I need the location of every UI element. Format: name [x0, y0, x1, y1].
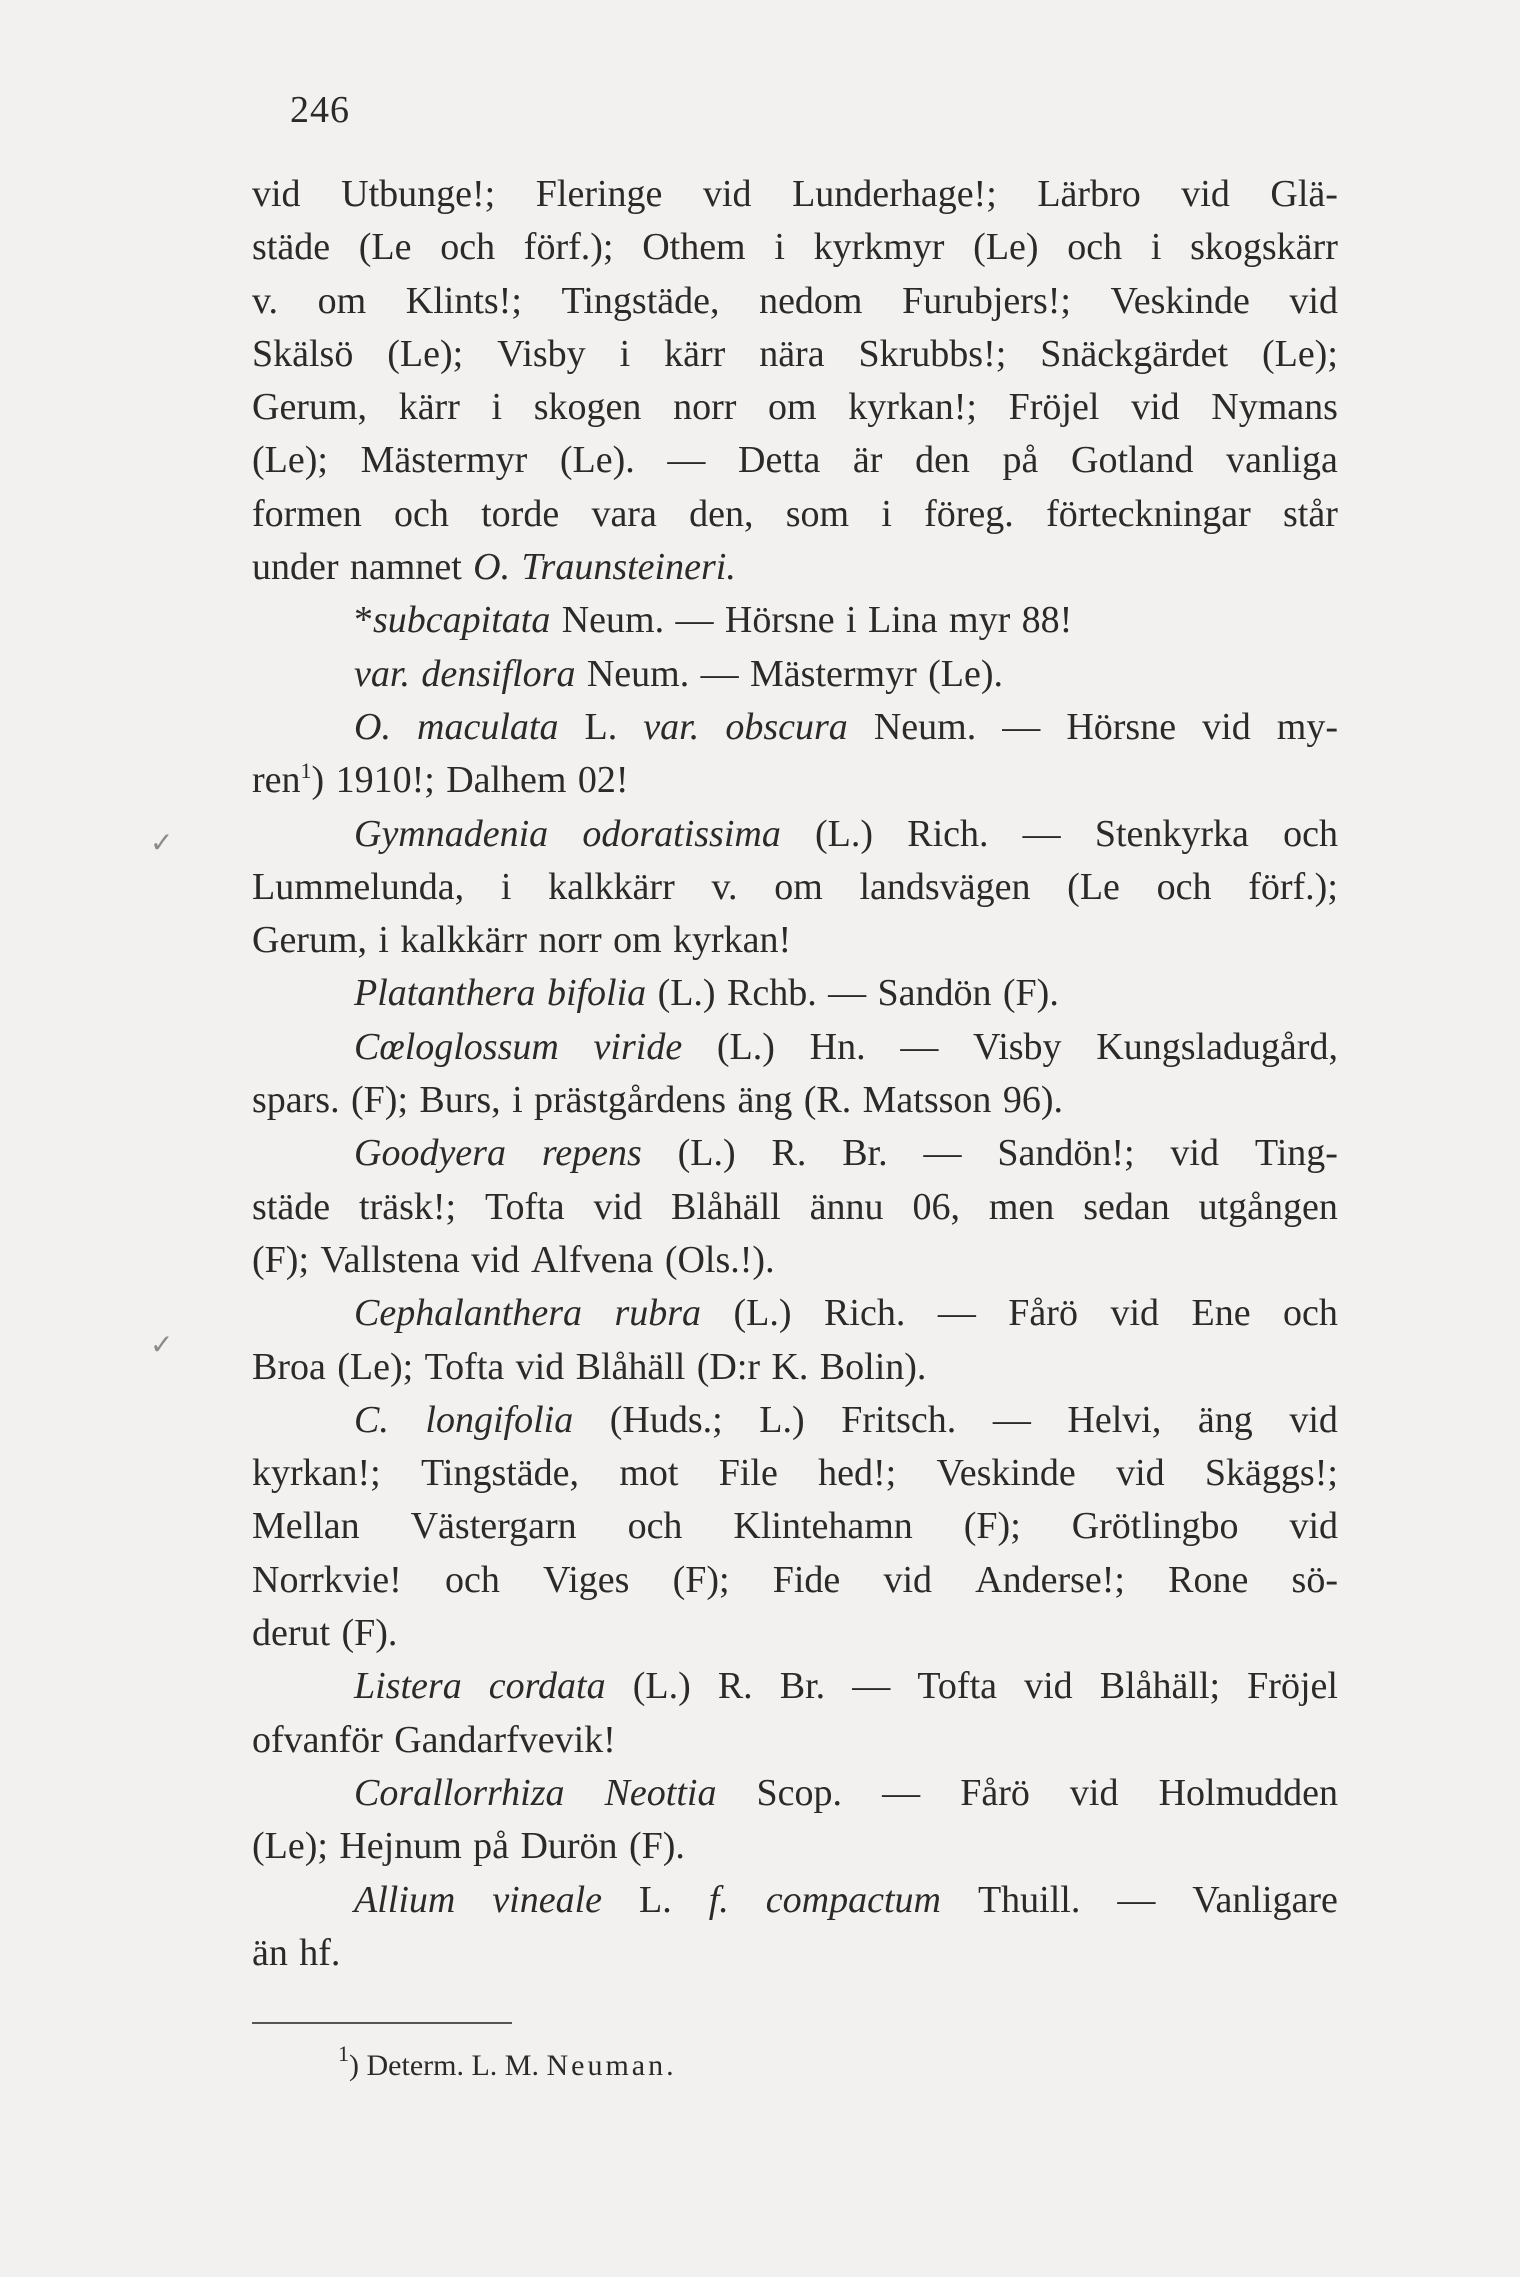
- text-word: Klintehamn: [733, 1505, 913, 1548]
- text-line: [252, 381, 1338, 434]
- text-word: Durön: [520, 1825, 618, 1868]
- text-word: Blåhäll: [575, 1345, 686, 1388]
- text-word: vid: [1024, 1665, 1073, 1708]
- text-word: prästgårdens: [534, 1079, 727, 1122]
- text-word: —: [852, 1665, 891, 1708]
- text-word: L.: [639, 1878, 672, 1921]
- text-word: maculata: [417, 705, 559, 748]
- text-word: Skälsö: [252, 332, 354, 375]
- text-word: K.: [771, 1345, 809, 1388]
- text-word: i: [774, 226, 785, 269]
- text-word: Rchb.: [726, 972, 817, 1015]
- text-line: [252, 1554, 1338, 1607]
- margin-mark: ✓: [150, 826, 174, 859]
- text-word: städe: [252, 226, 331, 269]
- text-line: [252, 1447, 1338, 1500]
- text-word: vid: [1289, 1505, 1338, 1548]
- text-word: äng: [1197, 1398, 1253, 1441]
- text-word: odoratissima: [582, 812, 781, 855]
- text-word: Br.: [779, 1665, 826, 1708]
- text-line: [252, 1394, 1338, 1447]
- text-word: kyrkmyr: [813, 226, 945, 269]
- text-word: Norrkvie!: [252, 1558, 402, 1601]
- text-word: Nymans: [1211, 386, 1338, 429]
- text-word: 88!: [1021, 599, 1073, 642]
- text-word: om: [317, 279, 367, 322]
- text-word: Cœloglossum: [354, 1025, 559, 1068]
- text-line: [252, 221, 1338, 274]
- text-line: [252, 1074, 1338, 1127]
- text-word: —: [1002, 705, 1041, 748]
- text-word: kalkkärr: [548, 865, 675, 908]
- text-word: Rich.: [824, 1292, 906, 1335]
- text-word: Fröjel: [1008, 386, 1100, 429]
- text-word: Bolin).: [819, 1345, 927, 1388]
- text-line: [252, 648, 1338, 701]
- text-word: densiflora: [421, 652, 576, 695]
- text-word: om: [774, 865, 823, 908]
- text-word: longifolia: [425, 1398, 574, 1441]
- text-word: L.: [584, 705, 618, 748]
- text-line: [252, 328, 1338, 381]
- footnote-name: Neuman.: [546, 2049, 677, 2082]
- text-word: i: [378, 919, 389, 962]
- text-word: rubra: [614, 1292, 702, 1335]
- text-word: —: [667, 439, 706, 482]
- text-word: Detta: [738, 439, 821, 482]
- text-word: städe: [252, 1185, 331, 1228]
- text-word: derut: [252, 1612, 331, 1655]
- text-word: vid: [252, 173, 301, 215]
- text-word: Fröjel: [1247, 1665, 1338, 1708]
- text-word: myr: [949, 599, 1011, 642]
- text-word: hed!;: [818, 1452, 897, 1495]
- text-line: [252, 1660, 1338, 1713]
- footnote-rule: [252, 2022, 512, 2024]
- text-word: Anderse!;: [975, 1558, 1125, 1601]
- text-word: Thuill.: [977, 1878, 1081, 1921]
- text-word: R.: [717, 1665, 753, 1708]
- text-word: cordata: [488, 1665, 606, 1708]
- text-line: [252, 967, 1338, 1020]
- text-word: Allium: [354, 1878, 456, 1921]
- text-word: Scop.: [756, 1771, 843, 1814]
- text-line: [252, 1234, 1338, 1287]
- text-word: nedom: [759, 279, 863, 322]
- text-word: och: [1067, 226, 1123, 269]
- text-word: vid: [515, 1345, 565, 1388]
- page-number: 246: [290, 89, 350, 131]
- text-word: (R.: [803, 1079, 852, 1122]
- text-word: Veskinde: [936, 1452, 1076, 1495]
- text-word: sö-: [1291, 1558, 1338, 1601]
- text-word: (F);: [672, 1558, 730, 1601]
- text-word: kyrkan!;: [848, 386, 977, 429]
- text-word: mot: [619, 1452, 679, 1495]
- text-word: och: [1283, 1292, 1338, 1335]
- body-text: [252, 168, 1338, 1980]
- text-word: förteckningar: [1046, 492, 1251, 535]
- text-word: kalkkärr: [400, 919, 527, 962]
- text-word: Neum.: [561, 599, 665, 642]
- text-line: [252, 1287, 1338, 1340]
- text-word: —: [1022, 812, 1061, 855]
- text-word: i: [512, 1079, 523, 1122]
- text-word: landsvägen: [859, 865, 1031, 908]
- text-word: och: [440, 226, 496, 269]
- text-word: Kungsladugård,: [1096, 1025, 1338, 1068]
- text-word: —: [675, 599, 714, 642]
- text-word: vid: [1116, 1452, 1165, 1495]
- text-word: —: [882, 1771, 921, 1814]
- text-word: 02!: [577, 759, 629, 802]
- text-word: Burs,: [419, 1079, 501, 1122]
- text-word: i: [1150, 226, 1162, 269]
- text-word: Grötlingbo: [1071, 1505, 1239, 1548]
- text-word: viride: [593, 1025, 683, 1068]
- text-word: Fårö: [1008, 1292, 1078, 1335]
- text-word: (Le).: [928, 652, 1004, 695]
- text-word: Gymnadenia: [354, 812, 549, 855]
- text-line: [252, 1714, 1338, 1767]
- text-word: Visby: [497, 332, 586, 375]
- text-word: Rich.: [907, 812, 989, 855]
- text-line: [252, 168, 1338, 221]
- text-word: Gotland: [1071, 439, 1194, 482]
- text-word: i: [846, 599, 857, 642]
- text-word: Gerum,: [252, 386, 368, 429]
- text-word: Mellan: [252, 1505, 360, 1548]
- text-word: äng: [737, 1079, 793, 1122]
- text-word: (D:r: [696, 1345, 761, 1388]
- text-word: Västergarn: [410, 1505, 577, 1548]
- text-line: [252, 275, 1338, 328]
- text-word: (F).: [1002, 972, 1059, 1015]
- text-line: [252, 1341, 1338, 1394]
- text-word: (L.): [716, 1025, 775, 1068]
- text-word: Tofta: [917, 1665, 998, 1708]
- text-word: Br.: [842, 1132, 888, 1175]
- text-word: ofvanför: [252, 1718, 383, 1761]
- text-word: —: [828, 972, 867, 1015]
- text-word: och: [1156, 865, 1212, 908]
- text-word: repens: [541, 1132, 642, 1175]
- text-line: [252, 1500, 1338, 1553]
- text-word: (F).: [341, 1612, 398, 1655]
- text-word: (Le: [358, 226, 412, 269]
- text-line: [252, 914, 1338, 967]
- text-word: Utbunge!;: [341, 173, 496, 215]
- text-word: Hn.: [809, 1025, 866, 1068]
- margin-mark: ✓: [150, 1328, 174, 1361]
- text-word: Dalhem: [446, 759, 567, 802]
- text-word: kyrkan!: [673, 919, 792, 962]
- text-word: vanliga: [1226, 439, 1338, 482]
- text-word: Lunderhage!;: [792, 173, 997, 215]
- text-word: Helvi,: [1067, 1398, 1162, 1441]
- text-word: v.: [252, 279, 279, 322]
- text-word: (F);: [252, 1238, 309, 1281]
- text-word: —: [923, 1132, 962, 1175]
- text-word: står: [1283, 492, 1338, 535]
- text-word: —: [937, 1292, 976, 1335]
- text-line: [252, 434, 1338, 487]
- text-word: Platanthera: [354, 972, 536, 1015]
- text-word: Hörsne: [724, 599, 835, 642]
- text-word: Blåhäll;: [1099, 1665, 1221, 1708]
- text-word: vid: [1110, 1292, 1159, 1335]
- text-word: compactum: [765, 1878, 941, 1921]
- text-word: vid: [1202, 705, 1251, 748]
- text-word: träsk!;: [358, 1185, 457, 1228]
- text-word: Othem: [642, 226, 746, 269]
- text-word: kärr: [398, 386, 460, 429]
- text-word: och: [445, 1558, 500, 1601]
- text-word: vid: [1289, 1398, 1338, 1441]
- text-word: om: [768, 386, 817, 429]
- text-word: vid: [1170, 1132, 1219, 1175]
- text-line: [252, 488, 1338, 541]
- text-word: Ene: [1191, 1292, 1251, 1335]
- text-word: på: [1002, 439, 1039, 482]
- text-word: —: [900, 1025, 939, 1068]
- text-word: (F).: [628, 1825, 685, 1868]
- text-word: Listera: [354, 1665, 462, 1708]
- text-word: förf.);: [1248, 865, 1338, 908]
- text-word: skogen: [533, 386, 642, 429]
- text-word: Fide: [772, 1558, 841, 1601]
- text-word: Fårö: [960, 1771, 1030, 1814]
- text-word: my-: [1276, 705, 1338, 748]
- text-word: Neum.: [586, 652, 690, 695]
- text-word: norr: [673, 386, 737, 429]
- text-word: Klints!;: [405, 279, 522, 322]
- text-word: Mästermyr: [750, 652, 917, 695]
- text-word: än: [252, 1931, 288, 1974]
- text-word: vid: [593, 1185, 643, 1228]
- text-word: Hörsne: [1066, 705, 1177, 748]
- text-word: på: [473, 1825, 510, 1868]
- text-word: i: [500, 865, 512, 908]
- text-word: Corallorrhiza: [354, 1771, 565, 1814]
- text-word: f.: [708, 1878, 729, 1921]
- text-line: [252, 1820, 1338, 1873]
- text-word: formen: [252, 492, 362, 535]
- text-line: [252, 754, 1338, 807]
- text-line: [252, 1021, 1338, 1074]
- text-word: Tingstäde,: [421, 1452, 580, 1495]
- text-word: norr: [538, 919, 602, 962]
- text-word: —: [700, 652, 739, 695]
- text-word: Hejnum: [339, 1825, 462, 1868]
- text-word: Neum.: [873, 705, 977, 748]
- text-word: O.: [473, 546, 511, 589]
- text-word: Blåhäll: [670, 1185, 781, 1228]
- text-word: spars.: [252, 1079, 340, 1122]
- text-word: Vallstena: [320, 1238, 460, 1281]
- text-line: [252, 1767, 1338, 1820]
- text-word: Gerum,: [252, 919, 368, 962]
- text-word: Snäckgärdet: [1040, 332, 1229, 375]
- text-word: (Le);: [337, 1345, 414, 1388]
- text-word: som: [785, 492, 850, 535]
- text-word: 06,: [912, 1185, 960, 1228]
- text-word: den,: [689, 492, 754, 535]
- text-word: kärr: [664, 332, 726, 375]
- text-line: [252, 594, 1338, 647]
- text-word: vid: [702, 173, 752, 215]
- text-word: vid: [883, 1558, 932, 1601]
- footnote-paren: ): [349, 2049, 359, 2082]
- text-word: ren$^1$): [252, 758, 325, 802]
- text-word: (Huds.;: [609, 1398, 723, 1441]
- text-word: (Le);: [387, 332, 464, 375]
- text-word: Furubjers!;: [902, 279, 1071, 322]
- text-word: Alfvena: [531, 1238, 654, 1281]
- text-word: (L.): [733, 1292, 792, 1335]
- text-word: O.: [354, 705, 391, 748]
- text-word: Broa: [252, 1345, 326, 1388]
- text-word: Gandarfvevik!: [394, 1718, 616, 1761]
- text-word: Fleringe: [535, 173, 663, 215]
- text-word: om: [613, 919, 662, 962]
- footnote-marker: 1: [338, 2041, 349, 2066]
- text-line: [252, 1607, 1338, 1660]
- text-word: (F);: [351, 1079, 408, 1122]
- text-word: Cephalanthera: [354, 1292, 582, 1335]
- text-word: (Le);: [1261, 332, 1338, 375]
- text-word: (L.): [815, 812, 874, 855]
- footnote-text: Determ. L. M.: [366, 2049, 539, 2082]
- text-word: förf.);: [523, 226, 614, 269]
- footnote: [338, 2041, 677, 2084]
- text-word: 96).: [1002, 1079, 1063, 1122]
- text-word: hf.: [299, 1931, 341, 1974]
- text-word: File: [718, 1452, 778, 1495]
- text-word: Skrubbs!;: [858, 332, 1007, 375]
- text-word: vid: [1181, 173, 1230, 215]
- text-word: Holmudden: [1158, 1771, 1338, 1814]
- text-word: (L.): [657, 972, 716, 1015]
- text-word: skogskärr: [1190, 226, 1338, 269]
- text-word: är: [852, 439, 883, 482]
- text-word: vara: [591, 492, 657, 535]
- text-word: i: [881, 492, 892, 535]
- text-word: (Le);: [252, 439, 328, 482]
- text-word: vid: [1069, 1771, 1119, 1814]
- text-line: [252, 1927, 1338, 1980]
- text-word: Vanligare: [1192, 1878, 1338, 1921]
- text-word: (Le);: [252, 1825, 328, 1868]
- text-word: namnet: [349, 546, 462, 589]
- text-word: Tingstäde,: [561, 279, 720, 322]
- text-line: [252, 1127, 1338, 1180]
- text-word: *subcapitata: [354, 599, 551, 642]
- text-word: Matsson: [862, 1079, 992, 1122]
- text-word: 1910!;: [335, 759, 435, 802]
- text-word: (Ols.!).: [664, 1238, 775, 1281]
- text-word: Visby: [973, 1025, 1062, 1068]
- text-word: Lummelunda,: [252, 865, 465, 908]
- text-word: Skäggs!;: [1204, 1452, 1338, 1495]
- text-word: men: [988, 1185, 1055, 1228]
- text-line: [252, 808, 1338, 861]
- text-word: vid: [1131, 386, 1180, 429]
- text-word: föreg.: [924, 492, 1014, 535]
- text-word: torde: [481, 492, 560, 535]
- text-word: Tofta: [424, 1345, 505, 1388]
- text-word: (F);: [963, 1505, 1021, 1548]
- text-word: Traunsteineri.: [521, 546, 736, 589]
- text-word: (Le).: [559, 439, 635, 482]
- text-word: Sandön!;: [997, 1132, 1135, 1175]
- text-line: [252, 541, 1338, 594]
- text-word: Tofta: [484, 1185, 565, 1228]
- text-word: utgången: [1198, 1185, 1338, 1228]
- text-word: L.): [759, 1398, 805, 1441]
- text-word: Ting-: [1254, 1132, 1338, 1175]
- text-word: var.: [354, 652, 410, 695]
- text-word: Stenkyrka: [1094, 812, 1249, 855]
- text-word: Fritsch.: [841, 1398, 957, 1441]
- text-word: i: [491, 386, 503, 429]
- text-word: och: [1283, 812, 1338, 855]
- text-word: —: [992, 1398, 1031, 1441]
- text-word: Rone: [1168, 1558, 1249, 1601]
- text-word: Sandön: [877, 972, 992, 1015]
- text-word: och: [393, 492, 449, 535]
- text-word: var.: [643, 705, 700, 748]
- text-word: (L.): [677, 1132, 736, 1175]
- text-word: Mästermyr: [360, 439, 528, 482]
- text-line: [252, 1874, 1338, 1927]
- text-word: Lärbro: [1037, 173, 1141, 215]
- text-word: (L.): [632, 1665, 691, 1708]
- text-word: C.: [354, 1398, 389, 1441]
- text-word: obscura: [725, 705, 848, 748]
- text-word: (Le): [973, 226, 1039, 269]
- text-word: den: [915, 439, 970, 482]
- text-word: Neottia: [604, 1771, 717, 1814]
- text-word: sedan: [1083, 1185, 1170, 1228]
- text-word: vid: [1289, 279, 1338, 322]
- text-word: Lina: [867, 599, 938, 642]
- text-word: Glä-: [1270, 173, 1338, 215]
- text-word: v.: [711, 865, 738, 908]
- text-word: Viges: [543, 1558, 630, 1601]
- text-word: —: [1117, 1878, 1156, 1921]
- text-word: kyrkan!;: [252, 1452, 381, 1495]
- text-line: [252, 1181, 1338, 1234]
- text-word: och: [627, 1505, 683, 1548]
- text-word: vid: [471, 1238, 520, 1281]
- text-word: vineale: [492, 1878, 603, 1921]
- text-word: (Le: [1067, 865, 1120, 908]
- text-word: Goodyera: [354, 1132, 506, 1175]
- text-line: [252, 861, 1338, 914]
- text-word: Veskinde: [1110, 279, 1250, 322]
- text-word: i: [619, 332, 631, 375]
- text-word: bifolia: [546, 972, 647, 1015]
- text-word: R.: [771, 1132, 807, 1175]
- text-line: [252, 701, 1338, 754]
- text-word: ännu: [809, 1185, 884, 1228]
- text-word: under: [252, 546, 339, 589]
- text-word: nära: [759, 332, 825, 375]
